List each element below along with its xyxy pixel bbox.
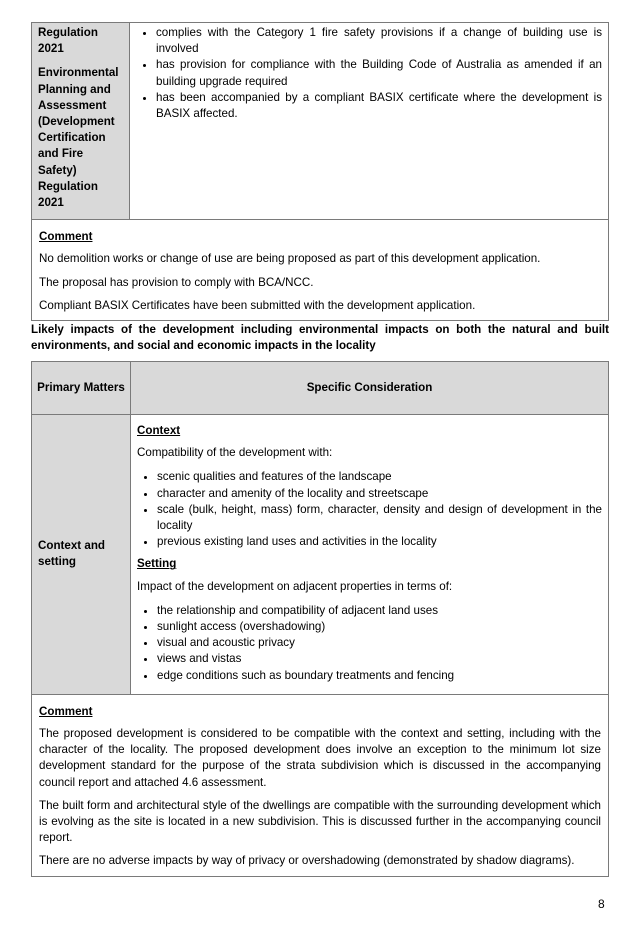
regulation-requirements-cell — [130, 23, 609, 220]
page-number: 8 — [598, 897, 605, 911]
regulation-label-2: Environmental Planning and Assessment (Development Certification and Fire Safety) Regulation 2021 — [38, 66, 119, 210]
comment-paragraph: The built form and architectural style of the dwellings are compatible with the surrounding development which is evolving as the site is located in a new subdivision. This is discussed further in the accompanying council report. — [39, 798, 601, 845]
comment-heading: Comment — [39, 704, 93, 718]
setting-list — [137, 603, 602, 684]
impacts-comment-cell — [32, 694, 609, 876]
context-intro: Compatibility of the development with: — [137, 446, 333, 460]
comment-heading: Comment — [39, 230, 93, 244]
regulation-comment-row — [32, 220, 609, 321]
comment-paragraph: The proposed development is considered to be compatible with the context and setting, including with the character of the locality. The proposed development does involve an exception to the minimum lot size development standard for the purpose of the strata subdivision which is discussed in the accompanying council report and attached 4.6 assessment. — [39, 727, 601, 789]
context-setting-details — [131, 415, 609, 695]
list-item: • scale (bulk, height, mass) form, character, density and design of development in the locality — [157, 502, 602, 534]
list-item: • sunlight access (overshadowing) — [157, 619, 602, 635]
comment-paragraph: Compliant BASIX Certificates have been submitted with the development application. — [39, 298, 476, 312]
comment-paragraph: There are no adverse impacts by way of privacy or overshadowing (demonstrated by shadow diagrams). — [39, 854, 575, 868]
setting-intro: Impact of the development on adjacent properties in terms of: — [137, 579, 453, 593]
list-item: • views and vistas — [157, 651, 602, 667]
list-item: • has provision for compliance with the Building Code of Australia as amended if an building upgrade required — [156, 57, 602, 89]
context-list — [137, 469, 602, 550]
regulation-table — [31, 22, 609, 321]
section-title: Likely impacts of the development including environmental impacts on both the natural and built environments, and social and economic impacts in the locality — [31, 323, 609, 353]
regulation-label-1: Regulation 2021 — [38, 26, 98, 56]
comment-paragraph: No demolition works or change of use are being proposed as part of this development application. — [39, 252, 541, 266]
setting-heading: Setting — [137, 557, 177, 571]
list-item: • edge conditions such as boundary treatments and fencing — [157, 668, 602, 684]
comment-paragraph: The proposal has provision to comply with BCA/NCC. — [39, 275, 314, 289]
context-setting-row — [32, 415, 609, 695]
regulation-label-cell — [32, 23, 130, 220]
list-item: • has been accompanied by a compliant BASIX certificate where the development is BASIX affected. — [156, 90, 602, 122]
list-item: • character and amenity of the locality and streetscape — [157, 486, 602, 502]
requirements-list — [136, 25, 602, 122]
context-heading: Context — [137, 424, 181, 437]
impacts-comment-row — [32, 694, 609, 876]
regulation-comment-cell — [32, 220, 609, 321]
list-item: • the relationship and compatibility of adjacent land uses — [157, 603, 602, 619]
impacts-table — [31, 361, 609, 877]
header-primary-matters: Primary Matters — [32, 362, 131, 415]
impacts-header-row — [32, 362, 609, 415]
list-item: • complies with the Category 1 fire safety provisions if a change of building use is involved — [156, 25, 602, 57]
list-item: • scenic qualities and features of the landscape — [157, 469, 602, 485]
list-item: • visual and acoustic privacy — [157, 635, 602, 651]
regulation-row — [32, 23, 609, 220]
header-specific-consideration: Specific Consideration — [131, 362, 609, 415]
row-label-context-setting: Context and setting — [32, 415, 131, 695]
list-item: • previous existing land uses and activities in the locality — [157, 534, 602, 550]
